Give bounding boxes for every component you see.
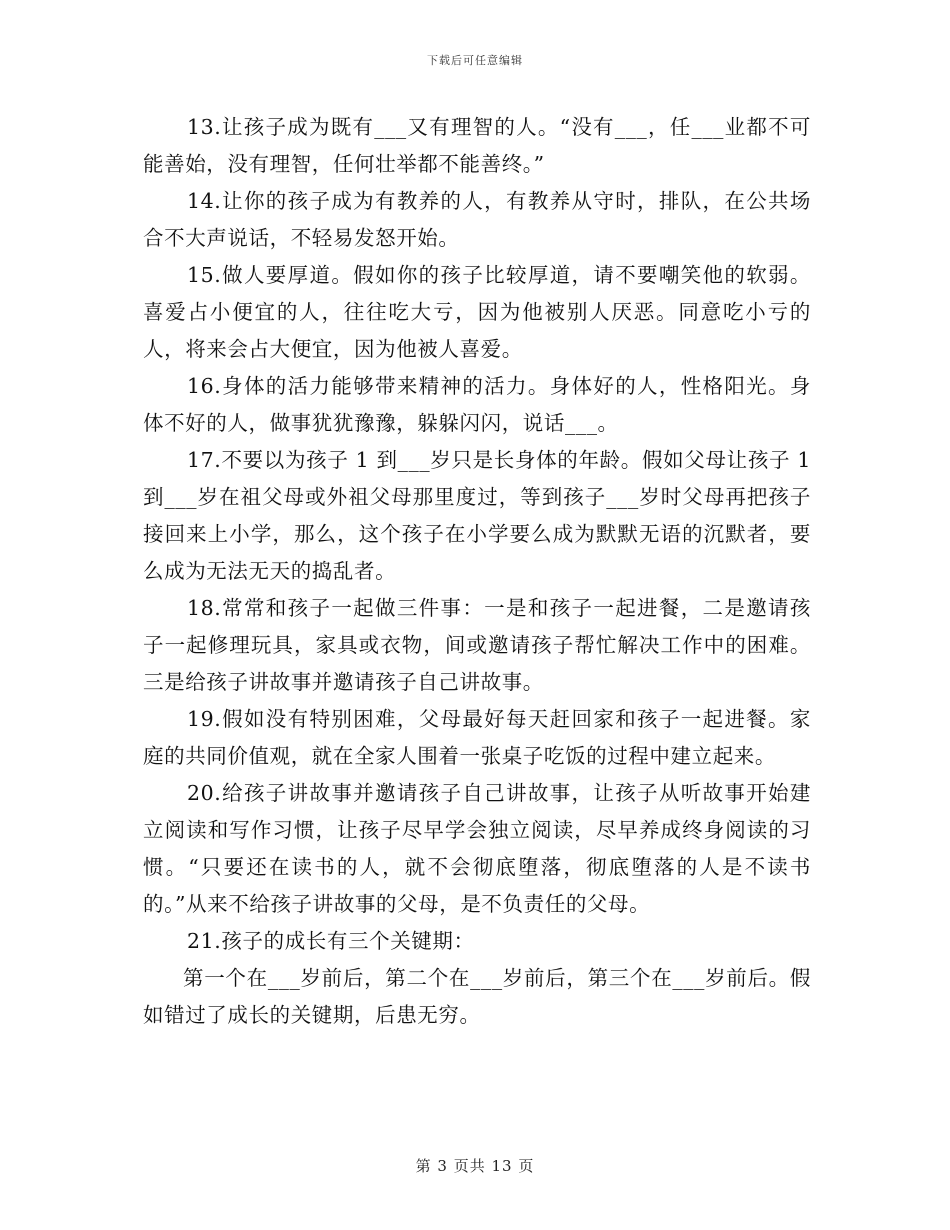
paragraph-19: 19.假如没有特别困难，父母最好每天赶回家和孩子一起进餐。家庭的共同价值观，就在全家人围着一张桌子吃饭的过程中建立起来。 [143, 707, 811, 768]
paragraph-14: 14.让你的孩子成为有教养的人，有教养从守时，排队，在公共场合不大声说话，不轻易发怒开始。 [143, 189, 811, 250]
page-number: 第 3 页共 13 页 [415, 1157, 535, 1175]
paragraph-13: 13.让孩子成为既有___又有理智的人。“没有___，任___业都不可能善始，没有理智，任何壮举都不能善终。” [143, 115, 811, 176]
document-body [143, 109, 811, 1034]
paragraph-20: 20.给孩子讲故事并邀请孩子自己讲故事，让孩子从听故事开始建立阅读和写作习惯，让孩子尽早学会独立阅读，尽早养成终身阅读的习惯。“只要还在读书的人，就不会彻底堕落，彻底堕落的人是不读书的。”从来不给孩子讲故事的父母，是不负责任的父母。 [143, 781, 811, 916]
paragraph-21-detail: 第一个在___岁前后，第二个在___岁前后，第三个在___岁前后。假如错过了成长的关键期，后患无穷。 [143, 966, 811, 1027]
page-header: 下载后可任意编辑 [427, 54, 523, 67]
paragraph-16: 16.身体的活力能够带来精神的活力。身体好的人，性格阳光。身体不好的人，做事犹犹豫豫，躲躲闪闪，说话___。 [143, 374, 811, 435]
paragraph-15: 15.做人要厚道。假如你的孩子比较厚道，请不要嘲笑他的软弱。喜爱占小便宜的人，往往吃大亏，因为他被别人厌恶。同意吃小亏的人，将来会占大便宜，因为他被人喜爱。 [143, 263, 811, 361]
paragraph-18: 18.常常和孩子一起做三件事：一是和孩子一起进餐，二是邀请孩子一起修理玩具，家具或衣物，间或邀请孩子帮忙解决工作中的困难。三是给孩子讲故事并邀请孩子自己讲故事。 [143, 596, 811, 694]
paragraph-17: 17.不要以为孩子 1 到___岁只是长身体的年龄。假如父母让孩子 1 到___岁在祖父母或外祖父母那里度过，等到孩子___岁时父母再把孩子接回来上小学，那么，这个孩子在小学要么成为默默无语的沉默者，要么成为无法无天的捣乱者。 [143, 448, 811, 583]
paragraph-21: 21.孩子的成长有三个关键期： [187, 929, 475, 953]
